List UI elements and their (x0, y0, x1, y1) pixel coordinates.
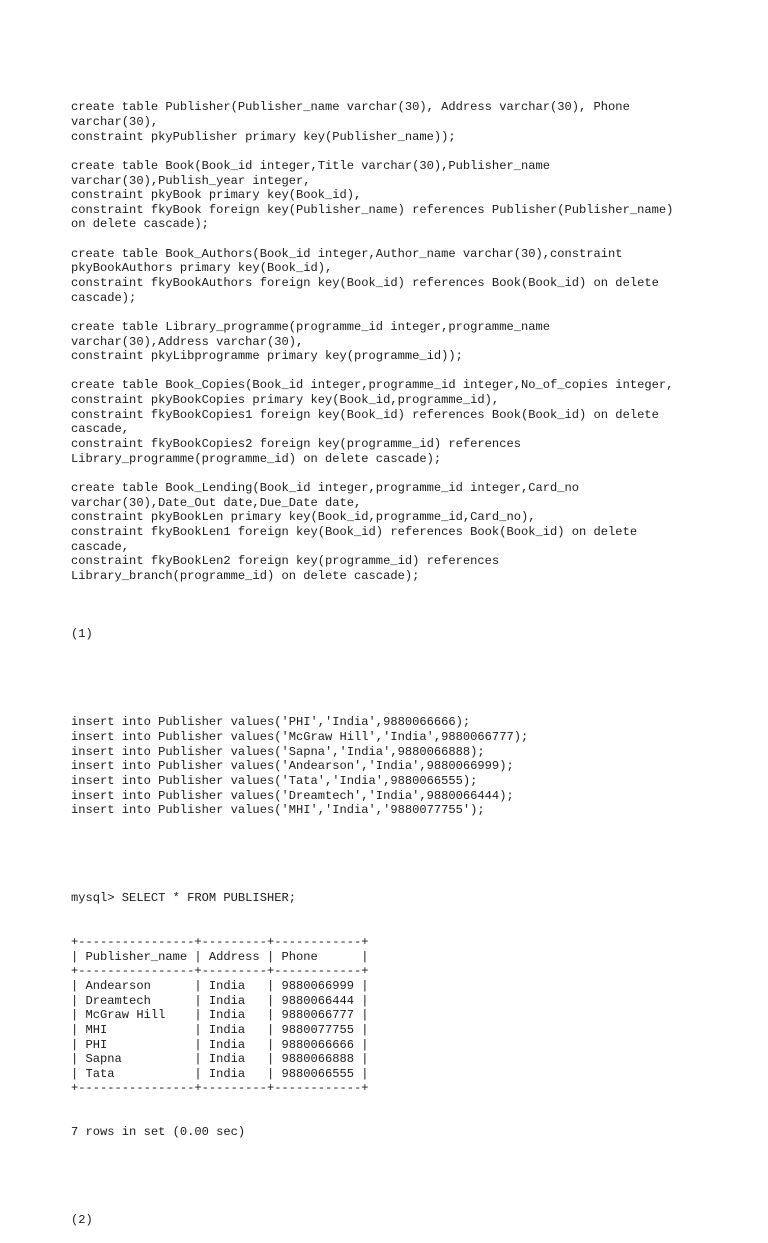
table-row: | Dreamtech | India | 9880066444 | (71, 993, 369, 1008)
create-statement-line: varchar(30),Address varchar(30), (71, 334, 304, 349)
create-statement-line: constraint fkyBookLen1 foreign key(Book_id) references Book(Book_id) on delete (71, 524, 638, 539)
blank-line (71, 1169, 673, 1184)
create-statement-line: create table Book_Lending(Book_id integer,programme_id integer,Card_no (71, 480, 580, 495)
blank-line (71, 671, 673, 686)
result-table (71, 935, 673, 1096)
table-row: | Tata | India | 9880066555 | (71, 1066, 369, 1081)
create-statement-line: constraint fkyBookCopies1 foreign key(Book_id) references Book(Book_id) on delete (71, 407, 659, 422)
create-statement-line: pkyBookAuthors primary key(Book_id), (71, 261, 333, 276)
blank-line (71, 847, 673, 862)
blank-line (71, 364, 673, 379)
table-row: | MHI | India | 9880077755 | (71, 1022, 369, 1037)
table-row: | Sapna | India | 9880066888 | (71, 1052, 369, 1067)
create-statement-line: varchar(30),Date_Out date,Due_Date date, (71, 495, 362, 510)
table-row: | Andearson | India | 9880066999 | (71, 978, 369, 993)
table-border: +----------------+---------+------------+ (71, 964, 369, 979)
insert-statement-line: insert into Publisher values('McGraw Hill','India',9880066777); (71, 729, 529, 744)
table-header-row: | Publisher_name | Address | Phone | (71, 949, 369, 964)
create-statement-line: Library_programme(programme_id) on delete cascade); (71, 451, 442, 466)
create-statement-line: varchar(30),Publish_year integer, (71, 173, 311, 188)
blank-line (71, 232, 673, 247)
table-row: | McGraw Hill | India | 9880066777 | (71, 1008, 369, 1023)
create-statement-line: create table Book_Authors(Book_id integer,Author_name varchar(30),constraint (71, 246, 623, 261)
insert-statements (71, 715, 673, 817)
blank-line (71, 466, 673, 481)
result-footer: 7 rows in set (0.00 sec) (71, 1125, 246, 1140)
create-statement-line: constraint fkyBookLen2 foreign key(programme_id) references (71, 554, 500, 569)
insert-statement-line: insert into Publisher values('Tata','India',9880066555); (71, 773, 478, 788)
document-page (71, 71, 673, 1243)
create-statement-line: create table Publisher(Publisher_name varchar(30), Address varchar(30), Phone (71, 100, 630, 115)
insert-statement-line: insert into Publisher values('MHI','India','9880077755'); (71, 803, 485, 818)
create-statement-line: constraint fkyBookAuthors foreign key(Book_id) references Book(Book_id) on delete (71, 276, 659, 290)
create-statement-line: cascade, (71, 539, 130, 554)
create-statement-line: create table Library_programme(programme_id integer,programme_name (71, 319, 550, 334)
section-label-2: (2) (71, 1213, 93, 1228)
create-statement-line: cascade); (71, 290, 137, 305)
table-row: | PHI | India | 9880066666 | (71, 1037, 369, 1052)
blank-line (71, 305, 673, 320)
blank-line (71, 583, 673, 598)
create-statement-line: varchar(30), (71, 114, 159, 129)
create-statement-line: on delete cascade); (71, 217, 209, 232)
create-statement-line: constraint pkyLibprogramme primary key(programme_id)); (71, 349, 463, 364)
section-label-1: (1) (71, 627, 93, 642)
create-statement-line: Library_branch(programme_id) on delete cascade); (71, 568, 420, 583)
create-statement-line: cascade, (71, 422, 130, 437)
insert-statement-line: insert into Publisher values('Andearson','India',9880066999); (71, 759, 514, 774)
insert-statement-line: insert into Publisher values('PHI','India',9880066666); (71, 715, 471, 730)
create-statement-line: create table Book_Copies(Book_id integer,programme_id integer,No_of_copies integer, (71, 378, 674, 393)
create-statement-line: constraint pkyPublisher primary key(Publisher_name)); (71, 129, 456, 144)
create-statement-line: constraint pkyBook primary key(Book_id), (71, 188, 362, 203)
create-statement-line: create table Book(Book_id integer,Title varchar(30),Publisher_name (71, 158, 550, 173)
create-statement-line: constraint pkyBookCopies primary key(Book_id,programme_id), (71, 393, 500, 408)
create-statement-line: constraint pkyBookLen primary key(Book_id,programme_id,Card_no), (71, 510, 536, 525)
create-statements (71, 100, 673, 598)
table-border: +----------------+---------+------------+ (71, 1081, 369, 1096)
create-statement-line: constraint fkyBook foreign key(Publisher_name) references Publisher(Publisher_name) (71, 202, 674, 217)
table-border: +----------------+---------+------------+ (71, 935, 369, 950)
insert-statement-line: insert into Publisher values('Sapna','India',9880066888); (71, 744, 485, 759)
create-statement-line: constraint fkyBookCopies2 foreign key(programme_id) references (71, 437, 521, 452)
insert-statement-line: insert into Publisher values('Dreamtech','India',9880066444); (71, 788, 514, 803)
blank-line (71, 144, 673, 159)
sql-query: mysql> SELECT * FROM PUBLISHER; (71, 891, 296, 906)
